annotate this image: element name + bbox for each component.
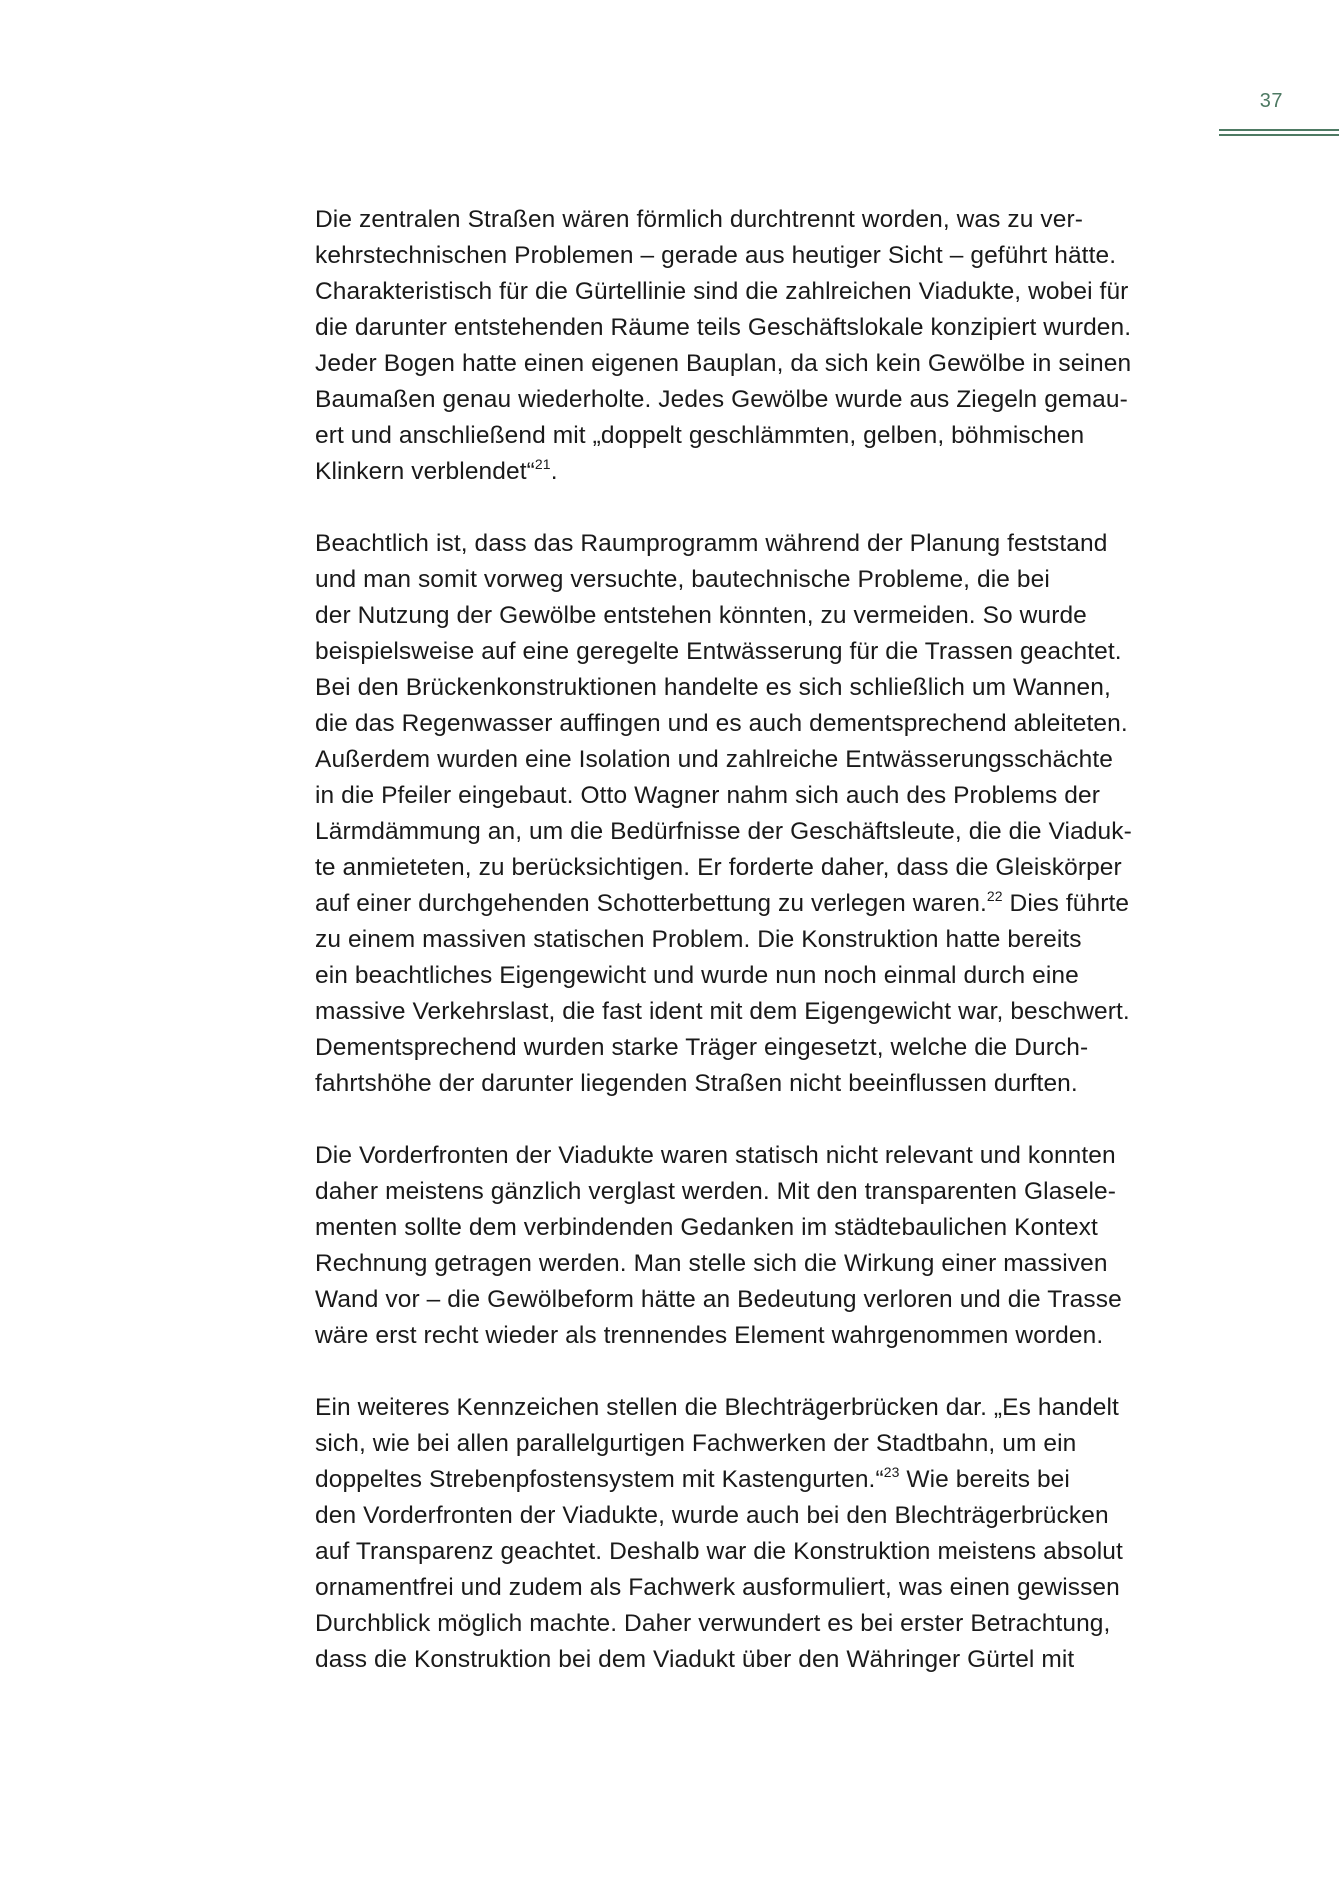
header-rule-top [1219,129,1339,131]
text-line: Dementsprechend wurden starke Träger eingesetzt, welche die Durch- [315,1034,1089,1061]
text-line: Jeder Bogen hatte einen eigenen Bauplan, da sich kein Gewölbe in seinen [315,350,1132,377]
text-line: Baumaßen genau wiederholte. Jedes Gewölbe wurde aus Ziegeln gemau- [315,386,1128,413]
text-line: wäre erst recht wieder als trennendes Element wahrgenommen worden. [315,1322,1104,1349]
footnote-marker-21[interactable]: 21 [534,456,551,472]
text-fragment: Klinkern verblendet“ [315,458,535,485]
text-fragment: doppeltes Strebenpfostensystem mit Kastengurten.“ [315,1466,884,1493]
text-line: Die Vorderfronten der Viadukte waren statisch nicht relevant und konnten [315,1142,1116,1169]
text-line: beispielsweise auf eine geregelte Entwässerung für die Trassen geachtet. [315,638,1122,665]
paragraph-2 [315,526,1205,1102]
text-fragment: . [550,458,558,485]
text-line: fahrtshöhe der darunter liegenden Straßen nicht beeinflussen durften. [315,1070,1078,1097]
paragraph-1 [315,202,1205,490]
text-line: zu einem massiven statischen Problem. Die Konstruktion hatte bereits [315,926,1082,953]
paragraph-4 [315,1390,1205,1678]
paragraph-gap [315,490,1205,526]
header-rule-bottom [1219,134,1339,136]
text-line: die darunter entstehenden Räume teils Geschäftslokale konzipiert wurden. [315,314,1132,341]
text-line: te anmieteten, zu berücksichtigen. Er forderte daher, dass die Gleiskörper [315,854,1122,881]
text-line: ornamentfrei und zudem als Fachwerk ausformuliert, was einen gewissen [315,1574,1120,1601]
text-line: Beachtlich ist, dass das Raumprogramm während der Planung feststand [315,530,1108,557]
text-line: menten sollte dem verbindenden Gedanken im städtebaulichen Kontext [315,1214,1098,1241]
footnote-marker-22[interactable]: 22 [986,888,1003,904]
text-line: Außerdem wurden eine Isolation und zahlreiche Entwässerungsschächte [315,746,1113,773]
text-line: Lärmdämmung an, um die Bedürfnisse der Geschäftsleute, die die Viaduk- [315,818,1132,845]
text-line: den Vorderfronten der Viadukte, wurde auch bei den Blechträgerbrücken [315,1502,1109,1529]
text-line: sich, wie bei allen parallelgurtigen Fachwerken der Stadtbahn, um ein [315,1430,1077,1457]
text-line: in die Pfeiler eingebaut. Otto Wagner nahm sich auch des Problems der [315,782,1100,809]
text-line: ein beachtliches Eigengewicht und wurde nun noch einmal durch eine [315,962,1079,989]
body-text [315,202,1205,1678]
text-line: und man somit vorweg versuchte, bautechnische Probleme, die bei [315,566,1050,593]
text-line: Rechnung getragen werden. Man stelle sich die Wirkung einer massiven [315,1250,1108,1277]
text-line: massive Verkehrslast, die fast ident mit dem Eigengewicht war, beschwert. [315,998,1130,1025]
text-line: Bei den Brückenkonstruktionen handelte es sich schließlich um Wannen, [315,674,1111,701]
text-line-with-footnote [315,454,1205,490]
text-line: Ein weiteres Kennzeichen stellen die Blechträgerbrücken dar. „Es handelt [315,1394,1119,1421]
footnote-marker-23[interactable]: 23 [883,1464,900,1480]
text-line-with-footnote [315,886,1205,922]
text-line-with-footnote [315,1462,1205,1498]
text-line: Wand vor – die Gewölbeform hätte an Bedeutung verloren und die Trasse [315,1286,1122,1313]
text-line: ert und anschließend mit „doppelt geschlämmten, gelben, böhmischen [315,422,1085,449]
text-fragment: Wie bereits bei [899,1466,1070,1493]
text-line: der Nutzung der Gewölbe entstehen könnten, zu vermeiden. So wurde [315,602,1087,629]
text-line: auf Transparenz geachtet. Deshalb war die Konstruktion meistens absolut [315,1538,1123,1565]
text-line: Durchblick möglich machte. Daher verwundert es bei erster Betrachtung, [315,1610,1111,1637]
text-line: die das Regenwasser auffingen und es auch dementsprechend ableiteten. [315,710,1128,737]
text-fragment: auf einer durchgehenden Schotterbettung zu verlegen waren. [315,890,987,917]
paragraph-gap [315,1354,1205,1390]
text-line: kehrstechnischen Problemen – gerade aus heutiger Sicht – geführt hätte. [315,242,1117,269]
text-line: dass die Konstruktion bei dem Viadukt über den Währinger Gürtel mit [315,1646,1075,1673]
paragraph-3 [315,1138,1205,1354]
paragraph-gap [315,1102,1205,1138]
page-number: 37 [1259,90,1283,112]
text-fragment: Dies führte [1002,890,1130,917]
text-line: Charakteristisch für die Gürtellinie sind die zahlreichen Viadukte, wobei für [315,278,1129,305]
text-line: daher meistens gänzlich verglast werden. Mit den transparenten Glasele- [315,1178,1117,1205]
text-line: Die zentralen Straßen wären förmlich durchtrennt worden, was zu ver- [315,206,1083,233]
